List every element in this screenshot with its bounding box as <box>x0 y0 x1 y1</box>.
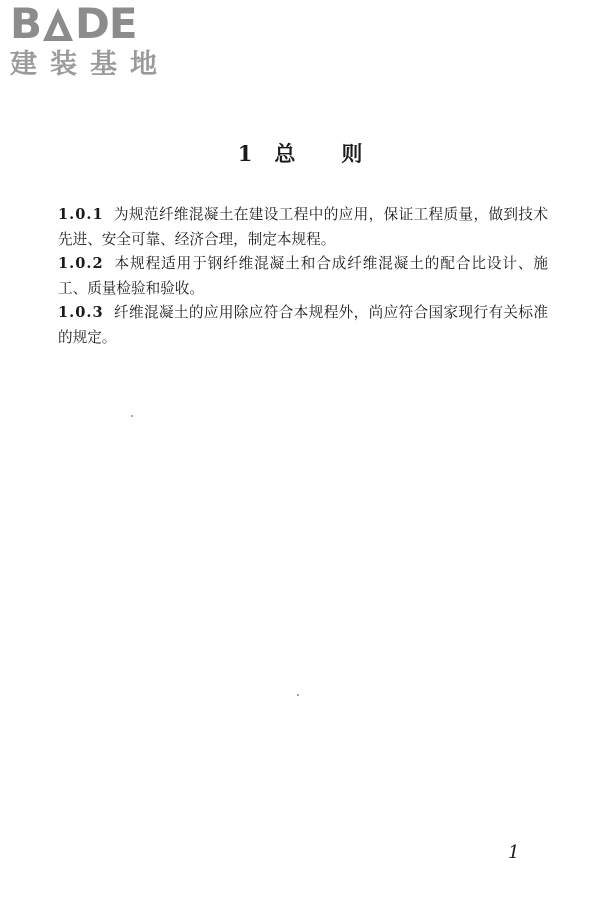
clause-1-0-3 <box>58 301 548 350</box>
clause-text: 纤维混凝土的应用除应符合本规程外，尚应符合国家现行有关标准的规定。 <box>58 304 548 346</box>
watermark-logo <box>10 0 180 86</box>
page-number: 1 <box>508 842 520 863</box>
clause-number: 1.0.2 <box>58 255 104 273</box>
watermark-logo-letters <box>10 0 180 48</box>
chapter-title <box>0 138 600 168</box>
chapter-number: 1 <box>237 141 253 166</box>
clause-list <box>58 203 548 351</box>
scan-speck <box>297 694 299 696</box>
clause-1-0-2 <box>58 252 548 301</box>
clause-text: 本规程适用于钢纤维混凝土和合成纤维混凝土的配合比设计、施工、质量检验和验收。 <box>58 255 548 297</box>
chapter-title-part2: 则 <box>341 141 363 166</box>
watermark-site-name: 建装基地 <box>10 49 170 80</box>
clause-number: 1.0.1 <box>58 206 104 223</box>
watermark-letters-de: DE <box>75 0 137 48</box>
watermark-letter-a-triangle <box>42 6 74 42</box>
watermark-letter-b: B <box>10 0 42 48</box>
clause-text: 为规范纤维混凝土在建设工程中的应用，保证工程质量，做到技术先进、安全可靠、经济合理，制定本规程。 <box>58 206 548 248</box>
scan-speck <box>131 415 133 417</box>
clause-1-0-1 <box>58 203 548 252</box>
chapter-title-part1: 总 <box>274 141 296 166</box>
clause-number: 1.0.3 <box>58 304 104 322</box>
